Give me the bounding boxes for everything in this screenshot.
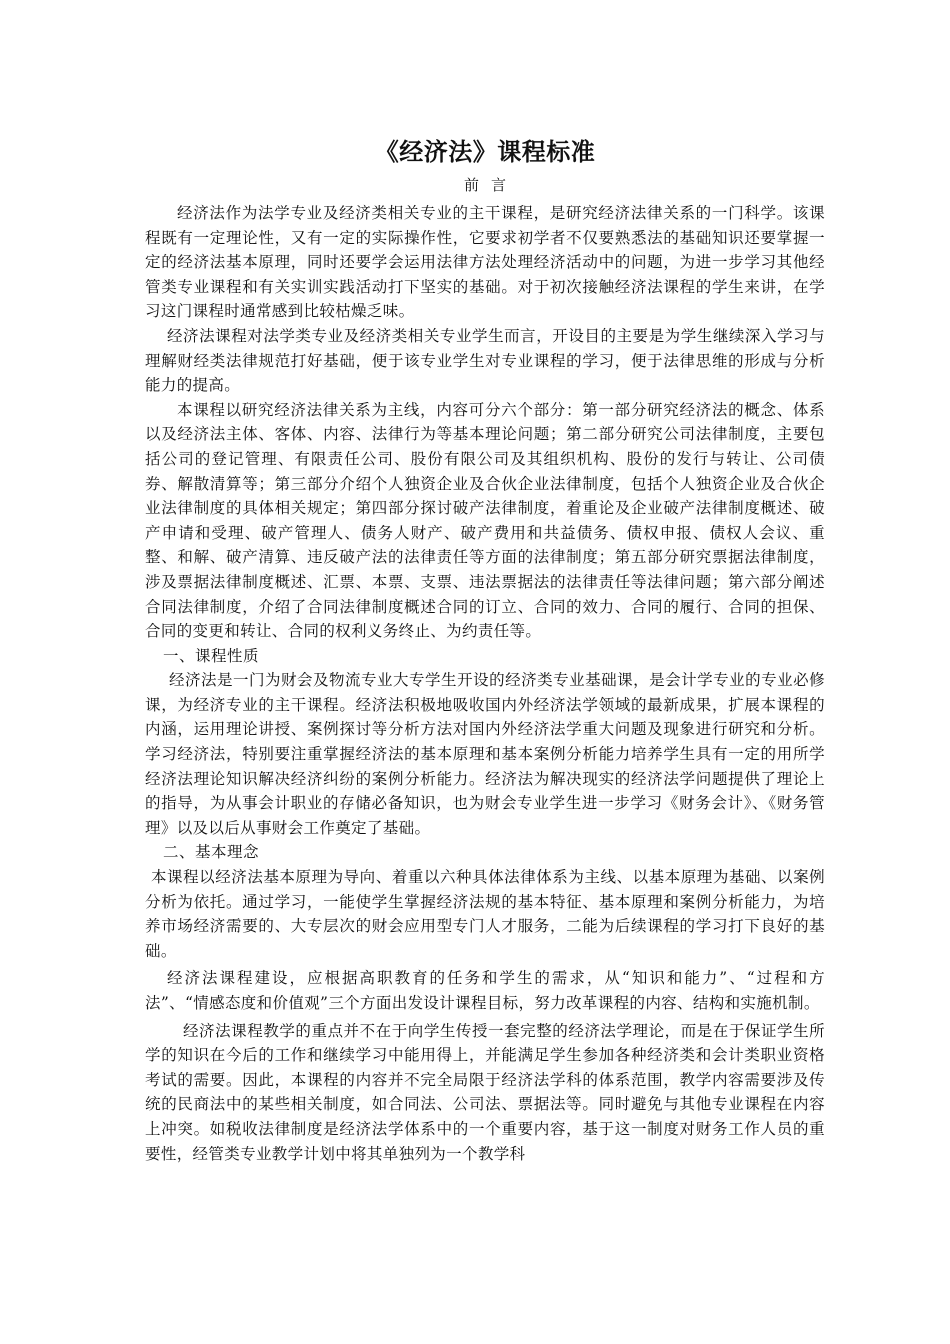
- document-title: 《经济法》课程标准: [374, 137, 596, 166]
- paragraph-content-outline: 本课程以研究经济法律关系为主线，内容可分六个部分：第一部分研究经济法的概念、体系以及经济法主体、客体、内容、法律行为等基本理论问题；第二部分研究公司法律制度，主要包括公司的登记管理、有限责任公司、股份有限公司及其组织机构、股份的发行与转让、公司债券、解散清算等；第三部分介绍个人独资企业及合伙企业法律制度，包括个人独资企业及合伙企业法律制度的具体相关规定；第四部分探讨破产法律制度，着重论及企业破产法律制度概述、破产申请和受理、破产管理人、债务人财产、破产费用和共益债务、债权申报、债权人会议、重整、和解、破产清算、违反破产法的法律责任等方面的法律制度；第五部分研究票据法律制度，涉及票据法律制度概述、汇票、本票、支票、违法票据法的法律责任等法律问题；第六部分阐述合同法律制度，介绍了合同法律制度概述合同的订立、合同的效力、合同的履行、合同的担保、合同的变更和转让、合同的权利义务终止、为约责任等。: [145, 400, 825, 641]
- preface-heading: 前言: [463, 176, 518, 194]
- section-heading-basic-concepts: 二、基本理念: [163, 843, 260, 862]
- document-body: [145, 201, 825, 1166]
- paragraph-basic-concepts: 本课程以经济法基本原理为导向、着重以六种具体法律体系为主线、以基本原理为基础、以案例分析为依托。通过学习，一能使学生掌握经济法规的基本特征、基本原理和案例分析能力，为培养市场经济需要的、大专层次的财会应用型专门人才服务，二能为后续课程的学习打下良好的基础。: [145, 868, 825, 960]
- paragraph-teaching-focus: 经济法课程教学的重点并不在于向学生传授一套完整的经济法学理论，而是在于保证学生所学的知识在今后的工作和继续学习中能用得上，并能满足学生参加各种经济类和会计类职业资格考试的需要。因此，本课程的内容并不完全局限于经济法学科的体系范围，教学内容需要涉及传统的民商法中的某些相关制度，如合同法、公司法、票据法等。同时避免与其他专业课程在内容上冲突。如税收法律制度是经济法学体系中的一个重要内容，基于这一制度对财务工作人员的重要性，经管类专业教学计划中将其单独列为一个教学科: [145, 1021, 825, 1163]
- paragraph-course-nature: 经济法是一门为财会及物流专业大专学生开设的经济类专业基础课，是会计学专业的专业必修课，为经济专业的主干课程。经济法积极地吸收国内外经济法学领域的最新成果，扩展本课程的内涵，运用理论讲授、案例探讨等分析方法对国内外经济法学重大问题及现象进行研究和分析。学习经济法，特别要注重掌握经济法的基本原理和基本案例分析能力培养学生具有一定的用所学经济法理论知识解决经济纠纷的案例分析能力。经济法为解决现实的经济法学问题提供了理论上的指导，为从事会计职业的存储必备知识，也为财会专业学生进一步学习《财务会计》、《财务管理》以及以后从事财会工作奠定了基础。: [145, 671, 825, 837]
- paragraph-course-construction: 经济法课程建设，应根据高职教育的任务和学生的需求，从“知识和能力”、“过程和方法”、“情感态度和价值观”三个方面出发设计课程目标，努力改革课程的内容、结构和实施机制。: [145, 969, 825, 1012]
- section-heading-course-nature: 一、课程性质: [163, 646, 260, 665]
- paragraph-purpose: 经济法课程对法学类专业及经济类相关专业学生而言，开设目的主要是为学生继续深入学习与理解财经类法律规范打好基础，便于该专业学生对专业课程的学习，便于法律思维的形成与分析能力的提高。: [145, 326, 825, 395]
- paragraph-intro: 经济法作为法学专业及经济类相关专业的主干课程，是研究经济法律关系的一门科学。该课程既有一定理论性，又有一定的实际操作性，它要求初学者不仅要熟悉法的基础知识还要掌握一定的经济法基本原理，同时还要学会运用法律方法处理经济活动中的问题，为进一步学习其他经管类专业课程和有关实训实践活动打下坚实的基础。对于初次接触经济法课程的学生来讲，在学习这门课程时通常感到比较枯燥乏味。: [145, 204, 825, 321]
